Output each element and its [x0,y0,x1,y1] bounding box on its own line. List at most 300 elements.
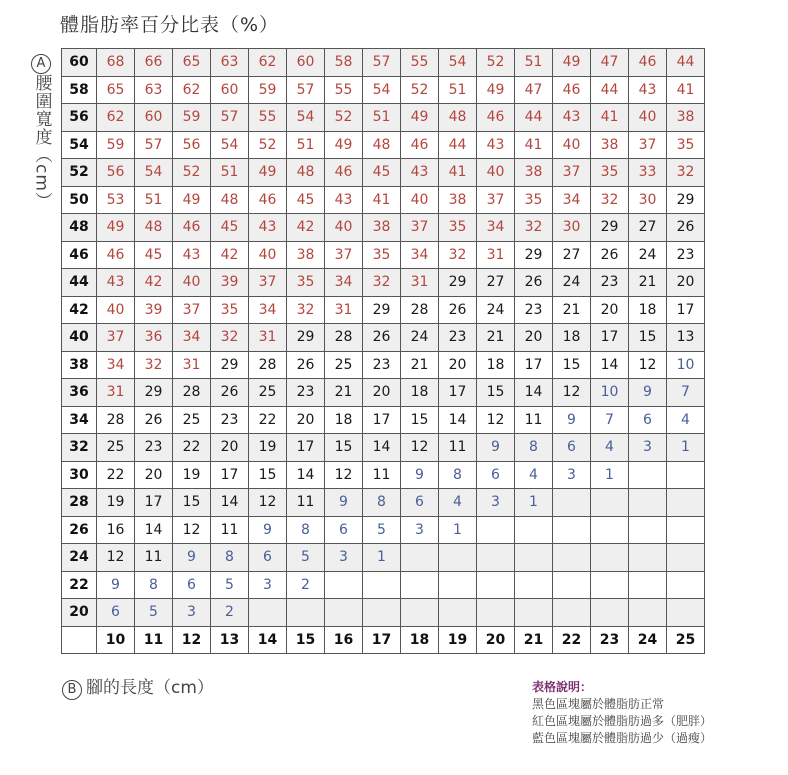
waist-header-cell: 22 [62,571,97,599]
table-cell: 57 [363,49,401,77]
table-cell [553,516,591,544]
table-cell: 43 [401,159,439,187]
table-cell: 52 [173,159,211,187]
table-cell: 51 [135,186,173,214]
table-cell [401,599,439,627]
table-row [62,571,705,599]
table-cell: 17 [363,406,401,434]
table-cell: 17 [135,489,173,517]
foot-header-cell: 25 [667,626,705,654]
foot-header-cell: 21 [515,626,553,654]
table-cell: 45 [287,186,325,214]
table-cell: 24 [401,324,439,352]
waist-header-cell: 28 [62,489,97,517]
table-cell: 3 [629,434,667,462]
table-cell: 18 [553,324,591,352]
waist-header-cell: 42 [62,296,97,324]
table-cell: 39 [135,296,173,324]
table-cell: 6 [97,599,135,627]
table-cell: 54 [287,104,325,132]
waist-header-cell: 24 [62,544,97,572]
table-cell: 43 [477,131,515,159]
table-cell: 42 [287,214,325,242]
table-cell: 53 [97,186,135,214]
table-cell: 42 [211,241,249,269]
table-cell: 26 [363,324,401,352]
waist-header-cell: 30 [62,461,97,489]
table-cell [363,599,401,627]
table-cell: 47 [515,76,553,104]
table-cell [325,571,363,599]
table-cell: 5 [287,544,325,572]
table-cell: 43 [325,186,363,214]
table-cell: 35 [515,186,553,214]
table-cell: 51 [211,159,249,187]
table-cell [667,489,705,517]
table-cell: 22 [249,406,287,434]
waist-header-cell: 20 [62,599,97,627]
foot-header-cell: 15 [287,626,325,654]
table-cell: 1 [363,544,401,572]
table-cell [439,571,477,599]
table-cell: 8 [287,516,325,544]
table-cell: 32 [211,324,249,352]
table-cell [477,599,515,627]
table-cell: 40 [629,104,667,132]
table-cell: 46 [629,49,667,77]
table-cell: 56 [97,159,135,187]
table-cell: 46 [553,76,591,104]
table-cell [477,544,515,572]
table-cell: 20 [287,406,325,434]
table-cell: 17 [439,379,477,407]
table-cell: 43 [173,241,211,269]
table-cell: 59 [249,76,287,104]
table-cell: 34 [249,296,287,324]
table-cell: 23 [591,269,629,297]
table-cell: 3 [477,489,515,517]
table-row [62,159,705,187]
table-cell: 68 [97,49,135,77]
table-cell: 41 [363,186,401,214]
table-cell: 22 [173,434,211,462]
table-cell: 48 [211,186,249,214]
waist-header-cell: 40 [62,324,97,352]
table-cell: 8 [211,544,249,572]
table-cell: 9 [173,544,211,572]
table-cell: 11 [363,461,401,489]
table-cell [667,461,705,489]
foot-header-cell: 19 [439,626,477,654]
table-cell [363,571,401,599]
table-cell: 5 [135,599,173,627]
table-row [62,269,705,297]
foot-header-cell: 18 [401,626,439,654]
axis-b-marker: B [62,680,82,700]
table-cell: 46 [401,131,439,159]
table-cell: 11 [135,544,173,572]
table-cell: 3 [325,544,363,572]
table-cell: 38 [439,186,477,214]
waist-axis-label [28,52,54,216]
table-cell: 34 [553,186,591,214]
table-cell: 34 [325,269,363,297]
table-row [62,406,705,434]
foot-header-cell: 24 [629,626,667,654]
table-cell: 60 [211,76,249,104]
table-cell: 14 [515,379,553,407]
table-cell [667,571,705,599]
table-cell: 4 [515,461,553,489]
table-cell: 49 [477,76,515,104]
table-cell [667,516,705,544]
table-cell: 57 [135,131,173,159]
table-cell: 17 [591,324,629,352]
table-cell: 57 [287,76,325,104]
foot-axis-label [62,673,214,700]
table-cell: 12 [97,544,135,572]
table-cell: 34 [401,241,439,269]
foot-header-row [62,626,705,654]
table-cell: 14 [287,461,325,489]
legend-line-normal: 黑色區塊屬於體脂肪正常 [532,697,665,711]
table-cell: 12 [173,516,211,544]
table-row [62,461,705,489]
table-cell [249,599,287,627]
table-cell: 29 [515,241,553,269]
table-cell: 28 [325,324,363,352]
table-cell: 4 [439,489,477,517]
table-cell: 31 [97,379,135,407]
table-cell: 52 [249,131,287,159]
table-cell: 32 [439,241,477,269]
table-cell: 24 [477,296,515,324]
table-cell [439,599,477,627]
table-cell: 9 [97,571,135,599]
table-cell: 28 [249,351,287,379]
table-cell: 34 [477,214,515,242]
table-cell: 20 [667,269,705,297]
table-cell: 37 [553,159,591,187]
table-cell: 27 [629,214,667,242]
table-cell: 34 [173,324,211,352]
table-cell: 6 [401,489,439,517]
table-cell [591,599,629,627]
waist-header-cell: 26 [62,516,97,544]
table-cell: 49 [249,159,287,187]
table-cell: 20 [363,379,401,407]
legend [532,679,712,747]
table-cell: 15 [401,406,439,434]
table-cell: 45 [363,159,401,187]
table-row [62,214,705,242]
table-cell [591,544,629,572]
table-cell: 46 [249,186,287,214]
table-cell [667,544,705,572]
table-cell: 32 [591,186,629,214]
table-cell: 41 [439,159,477,187]
table-cell: 33 [629,159,667,187]
table-cell: 29 [591,214,629,242]
axis-a-text: 腰圍寬度（cm） [31,74,52,210]
table-cell [401,544,439,572]
table-cell: 40 [401,186,439,214]
table-cell: 48 [135,214,173,242]
table-cell: 48 [363,131,401,159]
table-cell: 63 [211,49,249,77]
table-cell: 12 [249,489,287,517]
table-cell: 48 [287,159,325,187]
table-cell: 12 [553,379,591,407]
table-cell: 44 [591,76,629,104]
table-cell: 43 [249,214,287,242]
table-cell: 21 [629,269,667,297]
table-cell: 27 [553,241,591,269]
table-cell: 32 [287,296,325,324]
table-cell [325,599,363,627]
table-cell: 11 [287,489,325,517]
table-cell: 52 [477,49,515,77]
table-cell: 11 [439,434,477,462]
foot-header-cell: 22 [553,626,591,654]
table-cell: 52 [325,104,363,132]
table-cell: 6 [629,406,667,434]
table-cell: 38 [591,131,629,159]
table-cell: 23 [211,406,249,434]
table-cell: 31 [401,269,439,297]
table-cell: 66 [135,49,173,77]
table-cell: 55 [325,76,363,104]
table-cell: 18 [477,351,515,379]
table-cell: 9 [249,516,287,544]
legend-line-low: 藍色區塊屬於體脂肪過少（過瘦） [532,731,713,745]
table-row [62,131,705,159]
table-cell: 20 [211,434,249,462]
table-cell: 62 [173,76,211,104]
table-cell: 3 [249,571,287,599]
table-cell [477,516,515,544]
foot-header-cell: 17 [363,626,401,654]
table-cell: 58 [325,49,363,77]
table-cell: 7 [667,379,705,407]
table-cell: 26 [439,296,477,324]
table-cell: 35 [667,131,705,159]
table-cell: 51 [287,131,325,159]
table-cell: 4 [667,406,705,434]
table-cell: 8 [439,461,477,489]
waist-header-cell: 58 [62,76,97,104]
table-cell: 62 [97,104,135,132]
table-cell: 25 [97,434,135,462]
table-cell: 23 [439,324,477,352]
table-cell: 59 [97,131,135,159]
table-cell [629,516,667,544]
table-cell: 40 [249,241,287,269]
waist-header-cell: 52 [62,159,97,187]
table-cell: 29 [667,186,705,214]
table-cell: 23 [363,351,401,379]
table-cell: 17 [667,296,705,324]
table-cell: 16 [97,516,135,544]
table-cell: 1 [667,434,705,462]
table-cell: 57 [211,104,249,132]
table-cell: 54 [363,76,401,104]
table-cell [553,544,591,572]
table-cell: 25 [249,379,287,407]
table-cell: 48 [439,104,477,132]
table-cell [515,544,553,572]
table-cell: 34 [97,351,135,379]
table-row [62,324,705,352]
table-cell: 23 [287,379,325,407]
table-cell: 11 [211,516,249,544]
table-cell: 5 [211,571,249,599]
table-row [62,599,705,627]
table-cell [553,571,591,599]
table-cell [553,489,591,517]
table-cell: 15 [325,434,363,462]
table-cell: 45 [211,214,249,242]
table-cell: 59 [173,104,211,132]
table-cell: 8 [515,434,553,462]
table-cell: 14 [591,351,629,379]
table-cell: 26 [211,379,249,407]
foot-header-cell: 16 [325,626,363,654]
body-fat-table [61,48,705,654]
table-cell: 3 [173,599,211,627]
table-cell: 45 [135,241,173,269]
table-cell: 49 [173,186,211,214]
table-cell: 1 [515,489,553,517]
table-cell: 55 [249,104,287,132]
table-cell: 32 [667,159,705,187]
table-cell: 37 [477,186,515,214]
table-cell: 5 [363,516,401,544]
table-cell: 65 [173,49,211,77]
table-cell: 10 [591,379,629,407]
table-cell [667,599,705,627]
table-cell: 38 [515,159,553,187]
table-cell: 22 [97,461,135,489]
table-cell: 44 [667,49,705,77]
table-cell: 14 [439,406,477,434]
table-cell: 8 [135,571,173,599]
axis-a-marker: A [31,54,51,74]
table-cell: 17 [287,434,325,462]
table-cell: 6 [477,461,515,489]
table-row [62,104,705,132]
table-cell [477,571,515,599]
table-cell: 14 [211,489,249,517]
table-cell: 51 [515,49,553,77]
table-row [62,241,705,269]
table-cell: 43 [629,76,667,104]
table-cell: 43 [553,104,591,132]
table-cell: 19 [173,461,211,489]
table-cell: 46 [325,159,363,187]
foot-header-cell: 12 [173,626,211,654]
table-cell: 21 [553,296,591,324]
table-cell: 35 [439,214,477,242]
table-cell: 18 [401,379,439,407]
table-cell: 32 [515,214,553,242]
table-row [62,434,705,462]
table-cell: 38 [363,214,401,242]
table-cell [591,571,629,599]
table-cell: 4 [591,434,629,462]
table-cell: 41 [591,104,629,132]
table-cell: 20 [135,461,173,489]
table-cell: 31 [249,324,287,352]
table-cell: 35 [211,296,249,324]
table-cell: 38 [667,104,705,132]
table-cell: 25 [325,351,363,379]
table-cell [629,571,667,599]
table-cell: 32 [363,269,401,297]
table-cell: 36 [135,324,173,352]
table-cell: 32 [135,351,173,379]
table-cell: 6 [249,544,287,572]
table-cell: 27 [477,269,515,297]
table-cell: 28 [401,296,439,324]
table-cell: 38 [287,241,325,269]
axis-b-text: 腳的長度（cm） [86,678,214,698]
table-cell: 43 [97,269,135,297]
table-cell: 3 [401,516,439,544]
table-cell: 56 [173,131,211,159]
table-cell: 63 [135,76,173,104]
table-cell: 8 [363,489,401,517]
table-cell: 6 [553,434,591,462]
table-cell: 46 [97,241,135,269]
table-cell [515,571,553,599]
table-cell: 40 [97,296,135,324]
table-cell: 40 [553,131,591,159]
table-cell: 49 [401,104,439,132]
table-cell: 23 [667,241,705,269]
table-cell: 1 [591,461,629,489]
waist-header-cell: 60 [62,49,97,77]
table-cell: 47 [591,49,629,77]
table-cell: 28 [173,379,211,407]
table-cell: 23 [135,434,173,462]
table-cell [515,516,553,544]
table-cell: 14 [363,434,401,462]
table-cell: 20 [515,324,553,352]
table-cell: 49 [97,214,135,242]
table-cell: 13 [667,324,705,352]
foot-header-cell: 14 [249,626,287,654]
table-cell: 24 [629,241,667,269]
table-cell: 15 [477,379,515,407]
table-cell: 49 [553,49,591,77]
table-cell: 17 [211,461,249,489]
table-cell: 17 [515,351,553,379]
table-cell: 44 [439,131,477,159]
table-cell: 26 [591,241,629,269]
legend-heading: 表格說明： [532,680,593,694]
table-cell: 20 [591,296,629,324]
table-row [62,489,705,517]
waist-header-cell: 32 [62,434,97,462]
table-cell: 37 [173,296,211,324]
table-row [62,544,705,572]
table-cell: 12 [629,351,667,379]
table-cell: 40 [325,214,363,242]
table-cell: 23 [515,296,553,324]
table-cell: 28 [97,406,135,434]
table-cell: 29 [439,269,477,297]
